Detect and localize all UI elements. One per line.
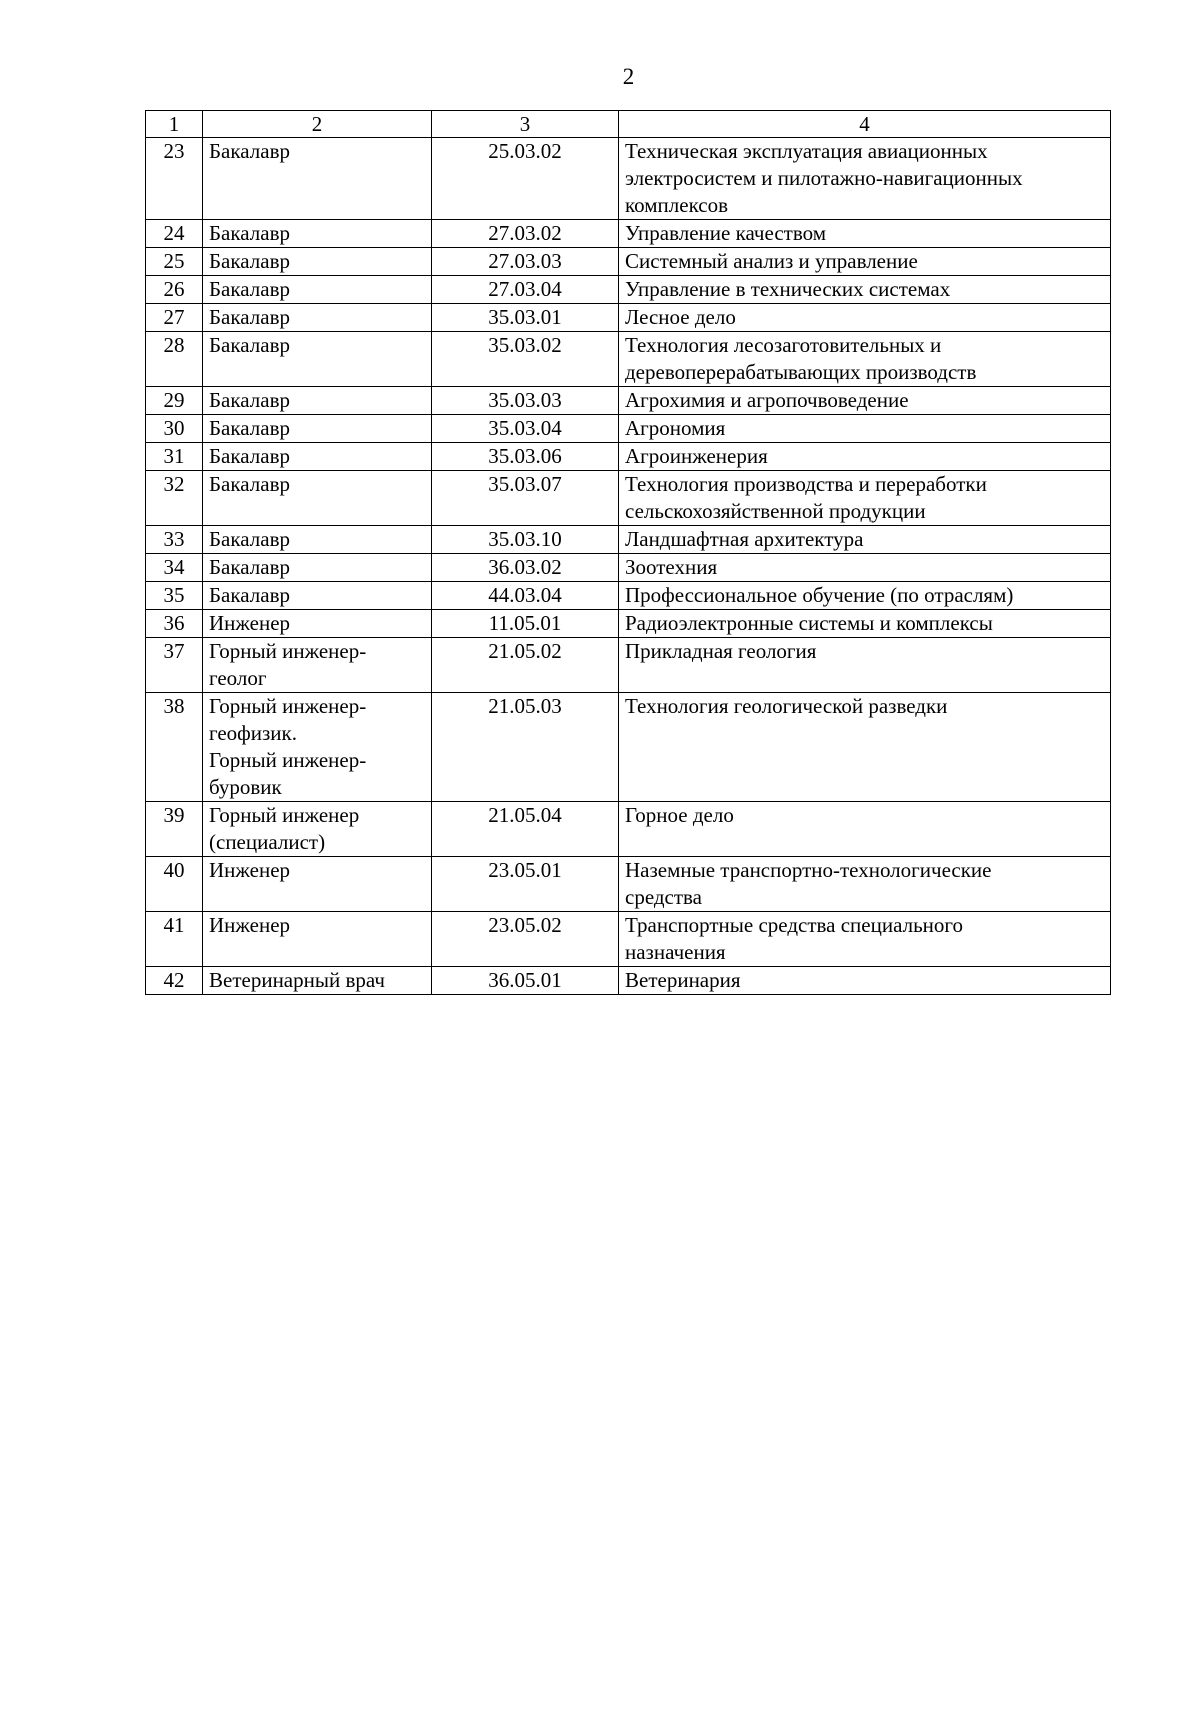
specialty-name-cell: Агрохимия и агропочвоведение [619, 387, 1111, 415]
table-row [146, 304, 1111, 332]
row-number-cell: 31 [146, 443, 203, 471]
table-row [146, 857, 1111, 912]
row-number-cell: 27 [146, 304, 203, 332]
table-row [146, 526, 1111, 554]
row-number-cell: 38 [146, 693, 203, 802]
qualification-cell: Горный инженер (специалист) [203, 802, 432, 857]
qualification-cell: Бакалавр [203, 443, 432, 471]
specialty-name-cell: Агроинженерия [619, 443, 1111, 471]
row-number-cell: 33 [146, 526, 203, 554]
header-col-1: 1 [146, 111, 203, 138]
specialty-code-cell: 11.05.01 [432, 610, 619, 638]
specialty-name-cell: Ветеринария [619, 967, 1111, 995]
specialty-code-cell: 35.03.03 [432, 387, 619, 415]
table-row [146, 554, 1111, 582]
specialty-code-cell: 35.03.10 [432, 526, 619, 554]
row-number-cell: 42 [146, 967, 203, 995]
qualification-cell: Инженер [203, 912, 432, 967]
table-row [146, 638, 1111, 693]
specialty-name-cell: Технология производства и переработки сельскохозяйственной продукции [619, 471, 1111, 526]
specialty-code-cell: 27.03.02 [432, 220, 619, 248]
row-number-cell: 39 [146, 802, 203, 857]
specialty-code-cell: 21.05.04 [432, 802, 619, 857]
specialty-name-cell: Техническая эксплуатация авиационных электросистем и пилотажно-навигационных комплексов [619, 138, 1111, 220]
specialty-code-cell: 27.03.03 [432, 248, 619, 276]
table-row [146, 471, 1111, 526]
specialty-code-cell: 21.05.03 [432, 693, 619, 802]
specialty-code-cell: 35.03.06 [432, 443, 619, 471]
qualification-cell: Бакалавр [203, 332, 432, 387]
table-row [146, 276, 1111, 304]
row-number-cell: 26 [146, 276, 203, 304]
specialty-code-cell: 23.05.02 [432, 912, 619, 967]
table-row [146, 582, 1111, 610]
qualification-cell: Бакалавр [203, 248, 432, 276]
specialty-name-cell: Прикладная геология [619, 638, 1111, 693]
table-row [146, 693, 1111, 802]
specialty-code-cell: 35.03.04 [432, 415, 619, 443]
specialty-code-cell: 35.03.07 [432, 471, 619, 526]
specialty-code-cell: 36.05.01 [432, 967, 619, 995]
table-row [146, 248, 1111, 276]
specialty-name-cell: Ландшафтная архитектура [619, 526, 1111, 554]
specialty-name-cell: Радиоэлектронные системы и комплексы [619, 610, 1111, 638]
header-col-4: 4 [619, 111, 1111, 138]
table-row [146, 967, 1111, 995]
row-number-cell: 34 [146, 554, 203, 582]
specialty-name-cell: Горное дело [619, 802, 1111, 857]
specialty-code-cell: 36.03.02 [432, 554, 619, 582]
table-header [146, 111, 1111, 138]
row-number-cell: 36 [146, 610, 203, 638]
row-number-cell: 29 [146, 387, 203, 415]
specialty-name-cell: Управление в технических системах [619, 276, 1111, 304]
row-number-cell: 37 [146, 638, 203, 693]
specialty-name-cell: Профессиональное обучение (по отраслям) [619, 582, 1111, 610]
qualification-cell: Бакалавр [203, 304, 432, 332]
specialty-name-cell: Технология геологической разведки [619, 693, 1111, 802]
table-body [146, 138, 1111, 995]
specialty-code-cell: 23.05.01 [432, 857, 619, 912]
qualification-cell: Бакалавр [203, 276, 432, 304]
qualification-cell: Бакалавр [203, 471, 432, 526]
row-number-cell: 24 [146, 220, 203, 248]
specialty-name-cell: Лесное дело [619, 304, 1111, 332]
specialty-name-cell: Транспортные средства специального назначения [619, 912, 1111, 967]
specialty-code-cell: 27.03.04 [432, 276, 619, 304]
qualification-cell: Бакалавр [203, 387, 432, 415]
specialty-code-cell: 25.03.02 [432, 138, 619, 220]
specialty-code-cell: 35.03.02 [432, 332, 619, 387]
header-row [146, 111, 1111, 138]
specialty-code-cell: 21.05.02 [432, 638, 619, 693]
table-row [146, 610, 1111, 638]
qualification-cell: Горный инженер- геофизик. Горный инженер- буровик [203, 693, 432, 802]
row-number-cell: 23 [146, 138, 203, 220]
table-row [146, 802, 1111, 857]
specialty-code-cell: 35.03.01 [432, 304, 619, 332]
specialty-code-cell: 44.03.04 [432, 582, 619, 610]
qualification-cell: Бакалавр [203, 138, 432, 220]
table-row [146, 138, 1111, 220]
qualification-cell: Бакалавр [203, 582, 432, 610]
specialty-name-cell: Технология лесозаготовительных и деревоперерабатывающих производств [619, 332, 1111, 387]
specialty-name-cell: Управление качеством [619, 220, 1111, 248]
row-number-cell: 41 [146, 912, 203, 967]
row-number-cell: 25 [146, 248, 203, 276]
specialty-name-cell: Агрономия [619, 415, 1111, 443]
specialties-table [145, 110, 1111, 995]
specialty-name-cell: Наземные транспортно-технологические средства [619, 857, 1111, 912]
table-row [146, 332, 1111, 387]
qualification-cell: Инженер [203, 610, 432, 638]
qualification-cell: Горный инженер- геолог [203, 638, 432, 693]
qualification-cell: Бакалавр [203, 220, 432, 248]
page-number: 2 [622, 64, 635, 89]
specialty-name-cell: Системный анализ и управление [619, 248, 1111, 276]
row-number-cell: 35 [146, 582, 203, 610]
row-number-cell: 28 [146, 332, 203, 387]
header-col-3: 3 [432, 111, 619, 138]
table-row [146, 912, 1111, 967]
table-row [146, 415, 1111, 443]
row-number-cell: 40 [146, 857, 203, 912]
qualification-cell: Инженер [203, 857, 432, 912]
table-row [146, 443, 1111, 471]
table-row [146, 220, 1111, 248]
qualification-cell: Бакалавр [203, 415, 432, 443]
specialty-name-cell: Зоотехния [619, 554, 1111, 582]
qualification-cell: Бакалавр [203, 554, 432, 582]
table-row [146, 387, 1111, 415]
row-number-cell: 32 [146, 471, 203, 526]
qualification-cell: Ветеринарный врач [203, 967, 432, 995]
qualification-cell: Бакалавр [203, 526, 432, 554]
header-col-2: 2 [203, 111, 432, 138]
row-number-cell: 30 [146, 415, 203, 443]
